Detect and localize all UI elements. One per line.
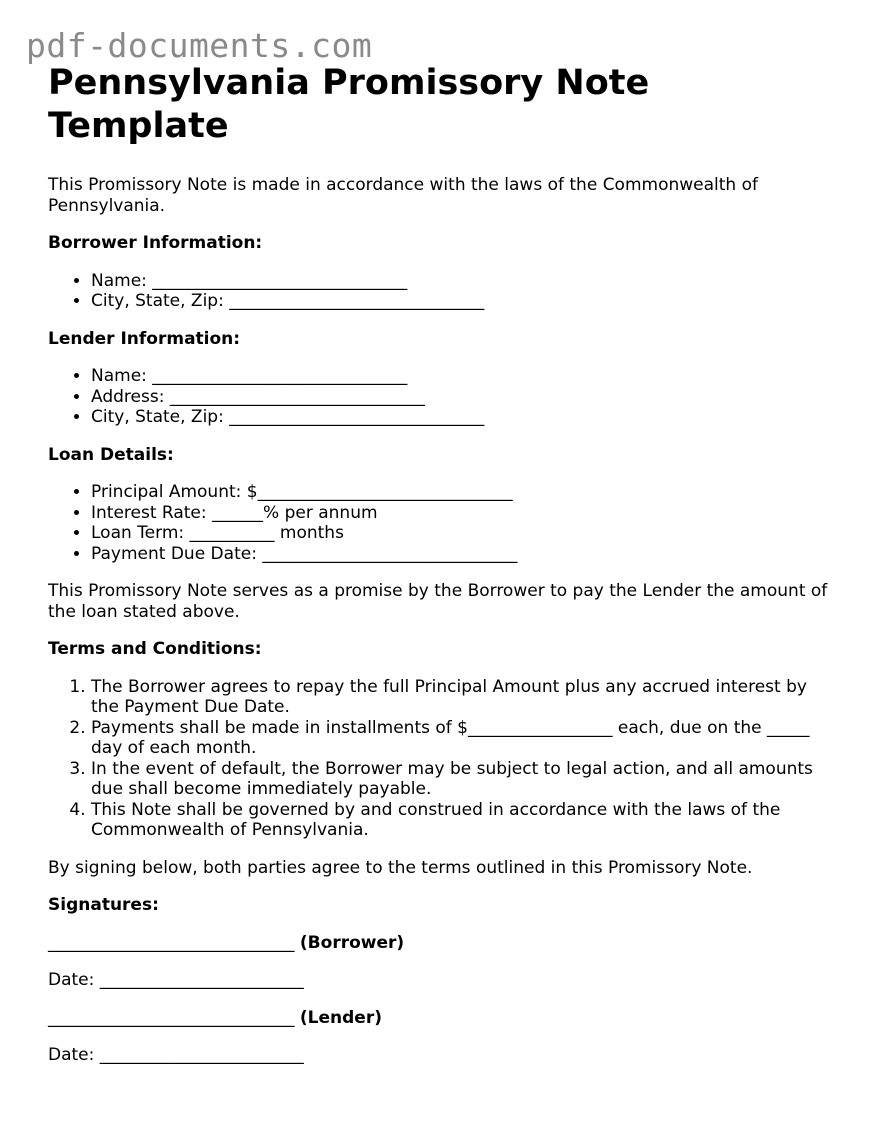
- lender-address-field: • Address: ______________________________: [91, 387, 838, 408]
- watermark: pdf-documents.com: [26, 26, 373, 65]
- agreement-paragraph: By signing below, both parties agree to the terms outlined in this Promissory Note.: [48, 857, 753, 878]
- borrower-name-field: • Name: ______________________________: [91, 271, 838, 292]
- lender-role-label: (Lender): [299, 1007, 382, 1028]
- lender-heading: Lender Information:: [48, 328, 241, 349]
- borrower-role-label: (Borrower): [299, 932, 405, 953]
- borrower-heading: Borrower Information:: [48, 233, 263, 253]
- lender-list: [48, 366, 838, 428]
- terms-heading: Terms and Conditions:: [48, 639, 262, 659]
- borrower-date-line: Date: ________________________: [48, 970, 304, 990]
- promise-paragraph: This Promissory Note serves as a promise by the Borrower to pay the Lender the amount of the loan stated above.: [48, 581, 828, 622]
- terms-list: [48, 677, 838, 841]
- term-item: 3. In the event of default, the Borrower may be subject to legal action, and all amounts due shall become immediately payable.: [91, 759, 838, 800]
- term-item: 1. The Borrower agrees to repay the full Principal Amount plus any accrued interest by the Payment Due Date.: [91, 677, 838, 718]
- term-item: 2. Payments shall be made in installments of $_________________ each, due on the _____ day of each month.: [91, 718, 838, 759]
- document-title: Pennsylvania Promissory Note Template: [48, 63, 650, 146]
- borrower-signature-blank: _____________________________: [48, 932, 300, 953]
- lender-date-line: Date: ________________________: [48, 1045, 304, 1065]
- loan-term-field: • Loan Term: __________ months: [91, 523, 838, 544]
- borrower-list: [48, 271, 838, 312]
- lender-name-field: • Name: ______________________________: [91, 366, 838, 387]
- borrower-city-field: • City, State, Zip: ______________________________: [91, 291, 838, 312]
- signatures-heading: Signatures:: [48, 895, 159, 915]
- payment-due-date-field: • Payment Due Date: ______________________________: [91, 544, 838, 565]
- lender-signature-blank: _____________________________: [48, 1007, 300, 1028]
- loan-list: [48, 482, 838, 564]
- intro-paragraph: This Promissory Note is made in accordance with the laws of the Commonwealth of Pennsylvania.: [48, 175, 758, 216]
- lender-signature-line: [48, 1008, 838, 1029]
- loan-heading: Loan Details:: [48, 444, 174, 465]
- principal-amount-field: • Principal Amount: $______________________________: [91, 482, 838, 503]
- borrower-signature-line: [48, 933, 838, 954]
- document-page: [48, 62, 838, 1066]
- interest-rate-field: • Interest Rate: ______% per annum: [91, 503, 838, 524]
- lender-city-field: • City, State, Zip: ______________________________: [91, 407, 838, 428]
- term-item: 4. This Note shall be governed by and construed in accordance with the laws of the Commonwealth of Pennsylvania.: [91, 800, 838, 841]
